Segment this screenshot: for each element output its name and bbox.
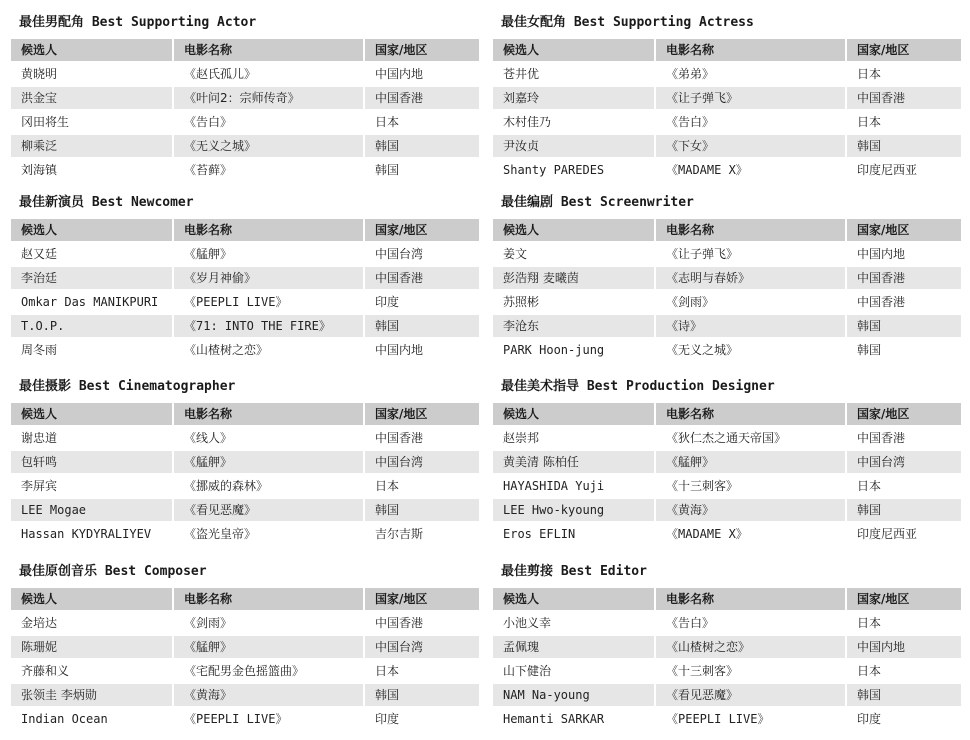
table-row [492,338,962,362]
nominee-cell: 苏照彬 [492,290,655,314]
table-row [492,266,962,290]
film-cell: 《告白》 [173,110,364,134]
table-row [10,522,480,546]
film-cell: 《志明与春娇》 [655,266,846,290]
header-nominee: 候选人 [492,218,655,242]
nominee-cell: PARK Hoon-jung [492,338,655,362]
country-cell: 中国台湾 [846,450,962,474]
nominee-cell: 包轩鸣 [10,450,173,474]
nominee-cell: 黄晓明 [10,62,173,86]
country-cell: 中国台湾 [364,450,480,474]
table-row [492,635,962,659]
country-cell: 韩国 [846,683,962,707]
table-row [10,338,480,362]
table-row [10,611,480,635]
table-header-row [492,587,962,611]
film-cell: 《苔藓》 [173,158,364,182]
film-cell: 《PEEPLI LIVE》 [173,290,364,314]
header-film: 电影名称 [173,218,364,242]
nominee-cell: 冈田将生 [10,110,173,134]
table-row [492,110,962,134]
nominee-cell: Indian Ocean [10,707,173,731]
nominee-table [9,401,481,547]
film-cell: 《弟弟》 [655,62,846,86]
table-header-row [10,218,480,242]
film-cell: 《艋舺》 [173,450,364,474]
nominee-cell: Omkar Das MANIKPURI [10,290,173,314]
country-cell: 日本 [364,659,480,683]
table-row [492,498,962,522]
film-cell: 《挪威的森林》 [173,474,364,498]
header-nominee: 候选人 [10,38,173,62]
film-cell: 《PEEPLI LIVE》 [655,707,846,731]
film-cell: 《十三刺客》 [655,474,846,498]
country-cell: 韩国 [364,683,480,707]
film-cell: 《PEEPLI LIVE》 [173,707,364,731]
nominee-cell: Hassan KYDYRALIYEV [10,522,173,546]
table-row [10,707,480,731]
section-title: 最佳摄影 Best Cinematographer [19,379,236,394]
nominee-table [9,37,481,183]
table-row [492,134,962,158]
section-title: 最佳原创音乐 Best Composer [19,564,207,579]
header-nominee: 候选人 [492,402,655,426]
country-cell: 印度尼西亚 [846,522,962,546]
country-cell: 印度 [364,290,480,314]
country-cell: 中国内地 [846,635,962,659]
country-cell: 印度尼西亚 [846,158,962,182]
table-row [10,659,480,683]
country-cell: 中国内地 [846,242,962,266]
section-title: 最佳美术指导 Best Production Designer [501,379,775,394]
nominee-cell: 山下健治 [492,659,655,683]
table-row [10,635,480,659]
nominee-cell: LEE Mogae [10,498,173,522]
header-film: 电影名称 [173,38,364,62]
header-film: 电影名称 [173,587,364,611]
film-cell: 《黄海》 [655,498,846,522]
nominee-cell: Hemanti SARKAR [492,707,655,731]
header-nominee: 候选人 [10,587,173,611]
film-cell: 《下女》 [655,134,846,158]
film-cell: 《71: INTO THE FIRE》 [173,314,364,338]
nominee-cell: 李沧东 [492,314,655,338]
nominee-cell: T.O.P. [10,314,173,338]
nominee-cell: 尹汝贞 [492,134,655,158]
nominee-cell: NAM Na-young [492,683,655,707]
country-cell: 日本 [364,110,480,134]
nominee-cell: 刘嘉玲 [492,86,655,110]
header-country: 国家/地区 [846,402,962,426]
country-cell: 韩国 [846,134,962,158]
table-row [492,450,962,474]
header-country: 国家/地区 [846,587,962,611]
table-row [492,426,962,450]
section-title: 最佳编剧 Best Screenwriter [501,195,694,210]
header-country: 国家/地区 [364,587,480,611]
country-cell: 韩国 [364,134,480,158]
country-cell: 中国香港 [846,426,962,450]
film-cell: 《黄海》 [173,683,364,707]
country-cell: 日本 [846,474,962,498]
country-cell: 中国香港 [364,86,480,110]
header-film: 电影名称 [655,38,846,62]
film-cell: 《盗光皇帝》 [173,522,364,546]
table-header-row [10,402,480,426]
country-cell: 印度 [846,707,962,731]
country-cell: 日本 [364,474,480,498]
table-row [492,314,962,338]
nominee-cell: Eros EFLIN [492,522,655,546]
table-row [492,86,962,110]
film-cell: 《告白》 [655,110,846,134]
country-cell: 日本 [846,659,962,683]
table-row [10,474,480,498]
country-cell: 中国香港 [846,266,962,290]
country-cell: 中国香港 [364,426,480,450]
table-row [10,683,480,707]
header-nominee: 候选人 [492,587,655,611]
section-title: 最佳新演员 Best Newcomer [19,195,194,210]
film-cell: 《告白》 [655,611,846,635]
country-cell: 中国台湾 [364,635,480,659]
film-cell: 《线人》 [173,426,364,450]
nominee-cell: 李屏宾 [10,474,173,498]
film-cell: 《看见恶魔》 [173,498,364,522]
nominee-cell: 姜文 [492,242,655,266]
nominee-cell: 赵又廷 [10,242,173,266]
film-cell: 《十三刺客》 [655,659,846,683]
film-cell: 《让子弹飞》 [655,86,846,110]
nominee-cell: 陈珊妮 [10,635,173,659]
country-cell: 中国台湾 [364,242,480,266]
nominee-cell: 彭浩翔 麦曦茵 [492,266,655,290]
table-row [10,450,480,474]
section-title: 最佳女配角 Best Supporting Actress [501,15,754,30]
table-row [10,134,480,158]
nominee-cell: HAYASHIDA Yuji [492,474,655,498]
film-cell: 《MADAME X》 [655,522,846,546]
section-title: 最佳男配角 Best Supporting Actor [19,15,257,30]
nominee-table [491,217,963,363]
table-row [492,158,962,182]
country-cell: 韩国 [846,338,962,362]
table-header-row [492,402,962,426]
table-row [492,62,962,86]
header-country: 国家/地区 [364,402,480,426]
film-cell: 《宅配男金色摇篮曲》 [173,659,364,683]
table-header-row [492,38,962,62]
film-cell: 《狄仁杰之通天帝国》 [655,426,846,450]
nominee-cell: 木村佳乃 [492,110,655,134]
nominee-table [491,586,963,732]
film-cell: 《艋舺》 [173,635,364,659]
nominee-cell: 谢忠道 [10,426,173,450]
table-row [492,707,962,731]
nominee-cell: 柳乘泛 [10,134,173,158]
table-row [10,314,480,338]
table-row [10,242,480,266]
nominee-cell: 黄美清 陈柏任 [492,450,655,474]
country-cell: 韩国 [846,314,962,338]
table-row [492,242,962,266]
header-film: 电影名称 [655,218,846,242]
film-cell: 《叶问2：宗师传奇》 [173,86,364,110]
nominee-table [9,586,481,732]
table-row [492,474,962,498]
table-row [492,659,962,683]
table-row [10,498,480,522]
film-cell: 《艋舺》 [173,242,364,266]
nominee-cell: 李治廷 [10,266,173,290]
country-cell: 中国香港 [364,611,480,635]
table-header-row [492,218,962,242]
header-nominee: 候选人 [492,38,655,62]
header-nominee: 候选人 [10,402,173,426]
nominee-table [491,401,963,547]
country-cell: 韩国 [364,158,480,182]
table-row [10,110,480,134]
country-cell: 中国内地 [364,62,480,86]
country-cell: 吉尔吉斯 [364,522,480,546]
header-country: 国家/地区 [846,38,962,62]
table-row [10,266,480,290]
film-cell: 《山楂树之恋》 [173,338,364,362]
nominee-cell: 刘海镇 [10,158,173,182]
nominee-cell: 苍井优 [492,62,655,86]
header-country: 国家/地区 [846,218,962,242]
country-cell: 中国内地 [364,338,480,362]
country-cell: 日本 [846,62,962,86]
film-cell: 《岁月神偷》 [173,266,364,290]
header-film: 电影名称 [173,402,364,426]
header-country: 国家/地区 [364,218,480,242]
nominee-table [9,217,481,363]
header-country: 国家/地区 [364,38,480,62]
film-cell: 《MADAME X》 [655,158,846,182]
table-row [10,290,480,314]
film-cell: 《剑雨》 [173,611,364,635]
film-cell: 《剑雨》 [655,290,846,314]
country-cell: 中国香港 [846,86,962,110]
country-cell: 韩国 [364,498,480,522]
country-cell: 日本 [846,110,962,134]
nominee-cell: Shanty PAREDES [492,158,655,182]
nominee-cell: 张领圭 李炳勋 [10,683,173,707]
film-cell: 《艋舺》 [655,450,846,474]
film-cell: 《让子弹飞》 [655,242,846,266]
table-row [492,611,962,635]
nominee-cell: 周冬雨 [10,338,173,362]
film-cell: 《山楂树之恋》 [655,635,846,659]
table-header-row [10,587,480,611]
nominee-cell: 小池义幸 [492,611,655,635]
country-cell: 韩国 [846,498,962,522]
section-title: 最佳剪接 Best Editor [501,564,647,579]
table-row [492,290,962,314]
table-row [10,62,480,86]
country-cell: 日本 [846,611,962,635]
country-cell: 韩国 [364,314,480,338]
film-cell: 《赵氏孤儿》 [173,62,364,86]
nominee-cell: 孟佩瑰 [492,635,655,659]
nominee-cell: LEE Hwo-kyoung [492,498,655,522]
header-film: 电影名称 [655,402,846,426]
country-cell: 中国香港 [846,290,962,314]
nominee-cell: 赵崇邦 [492,426,655,450]
nominee-cell: 洪金宝 [10,86,173,110]
country-cell: 印度 [364,707,480,731]
table-header-row [10,38,480,62]
nominee-cell: 金培达 [10,611,173,635]
nominee-table [491,37,963,183]
film-cell: 《无义之城》 [655,338,846,362]
film-cell: 《无义之城》 [173,134,364,158]
table-row [492,683,962,707]
table-row [10,86,480,110]
header-nominee: 候选人 [10,218,173,242]
header-film: 电影名称 [655,587,846,611]
film-cell: 《诗》 [655,314,846,338]
table-row [492,522,962,546]
nominee-cell: 齐藤和义 [10,659,173,683]
table-row [10,158,480,182]
country-cell: 中国香港 [364,266,480,290]
film-cell: 《看见恶魔》 [655,683,846,707]
table-row [10,426,480,450]
